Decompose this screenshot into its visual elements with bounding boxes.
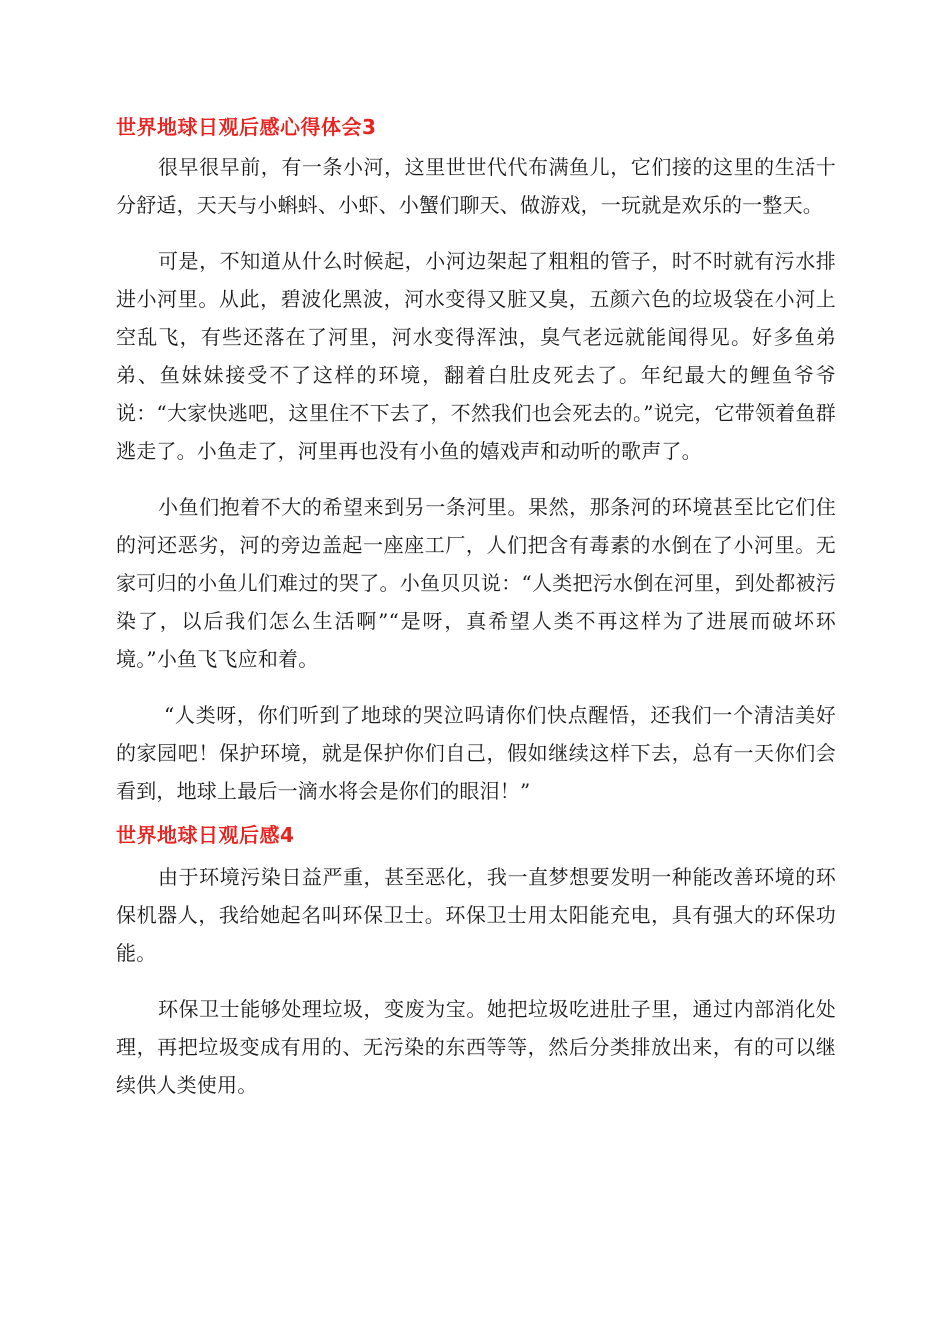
section-heading: 世界地球日观后感4	[116, 823, 295, 847]
paragraph: 环保卫士能够处理垃圾，变废为宝。她把垃圾吃进肚子里，通过内部消化处理，再把垃圾变成有用的、无污染的东西等等，然后分类排放出来，有的可以继续供人类使用。	[116, 997, 836, 1097]
paragraph: “人类呀，你们听到了地球的哭泣吗请你们快点醒悟，还我们一个清洁美好的家园吧！保护环境，就是保护你们自己，假如继续这样下去，总有一天你们会看到，地球上最后一滴水将会是你们的眼泪！”	[116, 703, 836, 803]
paragraph: 可是，不知道从什么时候起，小河边架起了粗粗的管子，时不时就有污水排进小河里。从此，碧波化黑波，河水变得又脏又臭，五颜六色的垃圾袋在小河上空乱飞，有些还落在了河里，河水变得浑浊，臭气老远就能闻得见。好多鱼弟弟、鱼妹妹接受不了这样的环境，翻着白肚皮死去了。年纪最大的鲤鱼爷爷说：“大家快逃吧，这里住不下去了，不然我们也会死去的。”说完，它带领着鱼群逃走了。小鱼走了，河里再也没有小鱼的嬉戏声和动听的歌声了。	[116, 249, 836, 463]
document-content	[116, 112, 836, 1104]
paragraph: 很早很早前，有一条小河，这里世世代代布满鱼儿，它们接的这里的生活十分舒适，天天与小蝌蚪、小虾、小蟹们聊天、做游戏，一玩就是欢乐的一整天。	[116, 155, 836, 217]
paragraph: 小鱼们抱着不大的希望来到另一条河里。果然，那条河的环境甚至比它们住的河还恶劣，河的旁边盖起一座座工厂，人们把含有毒素的水倒在了小河里。无家可归的小鱼儿们难过的哭了。小鱼贝贝说：“人类把污水倒在河里，到处都被污染了，以后我们怎么生活啊”“是呀，真希望人类不再这样为了进展而破坏环境。”小鱼飞飞应和着。	[116, 495, 836, 671]
section-heading: 世界地球日观后感心得体会3	[116, 115, 377, 139]
paragraph: 由于环境污染日益严重，甚至恶化，我一直梦想要发明一种能改善环境的环保机器人，我给她起名叫环保卫士。环保卫士用太阳能充电，具有强大的环保功能。	[116, 865, 836, 965]
